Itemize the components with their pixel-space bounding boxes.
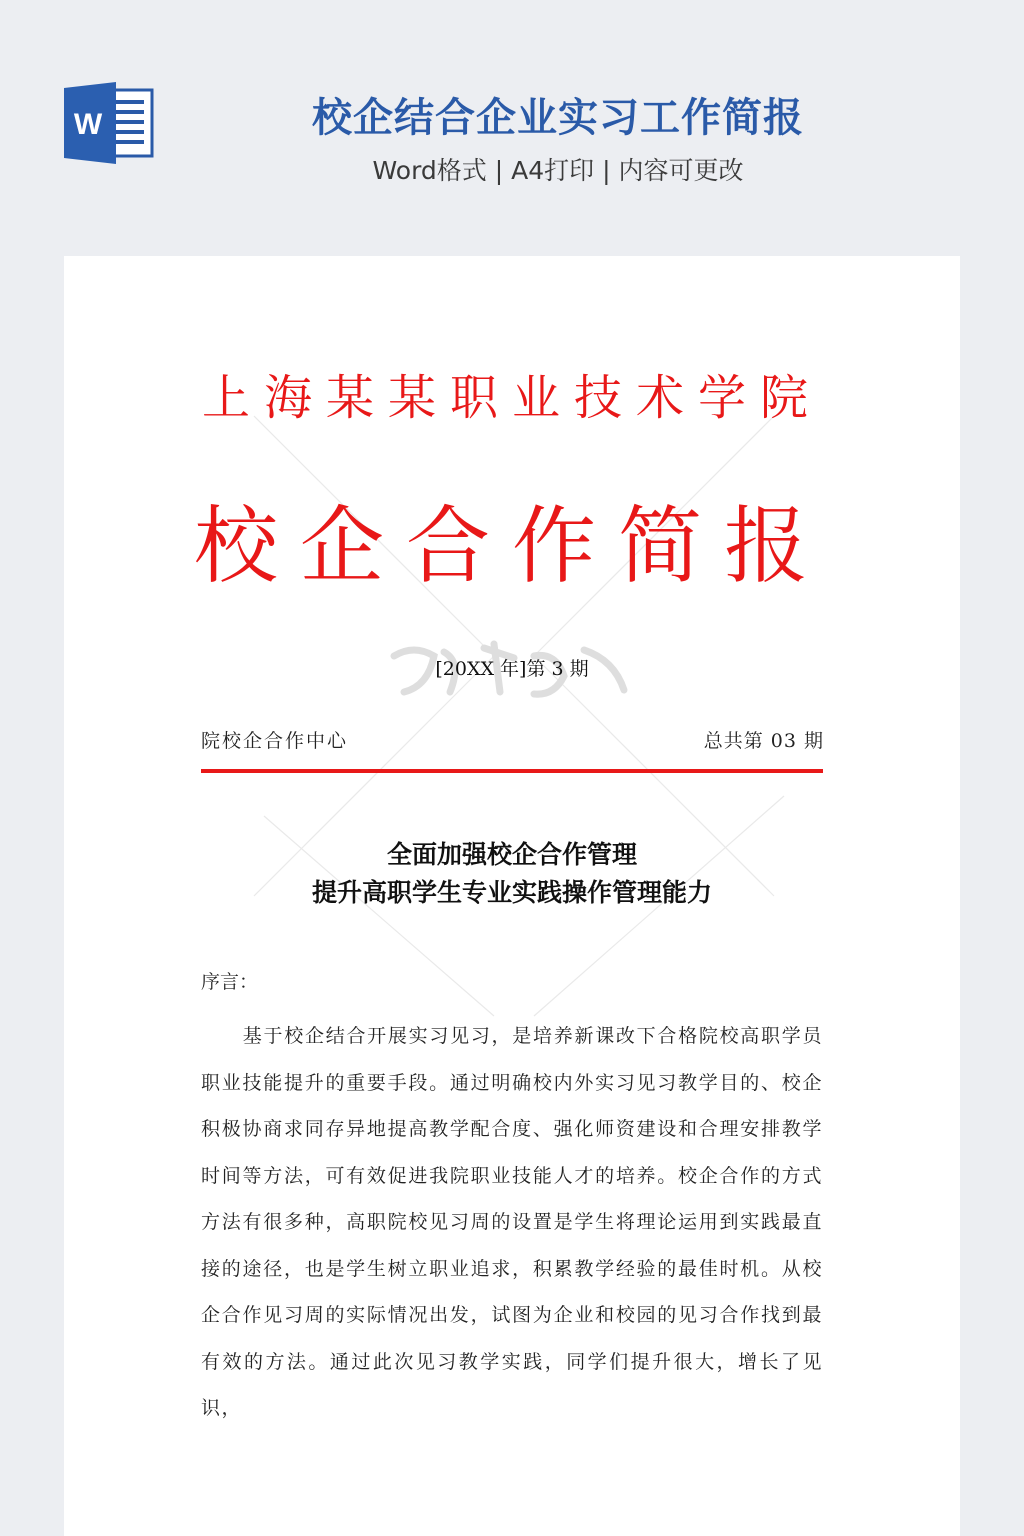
word-icon (64, 82, 156, 164)
body-paragraph: 基于校企结合开展实习见习，是培养新课改下合格院校高职学员职业技能提升的重要手段。通过明确校内外实习见习教学目的、校企积极协商求同存异地提高教学配合度、强化师资建设和合理安排教学时间等方法，可有效促进我院职业技能人才的培养。校企合作的方式方法有很多种，高职院校见习周的设置是学生将理论运用到实践最直接的途径，也是学生树立职业追求，积累教学经验的最佳时机。从校企合作见习周的实际情况出发，试图为企业和校园的见习合作找到最有效的方法。通过此次见习教学实践，同学们提升很大，增长了见识， (201, 1025, 823, 1419)
article-title-line-1: 全面加强校企合作管理 (386, 840, 637, 869)
organization-name: 院校企合作中心 (201, 730, 349, 752)
total-issue: 总共第 03 期 (703, 730, 824, 752)
school-name: 上海某某职业技术学院 (201, 370, 822, 426)
page-title: 校企结合企业实习工作简报 (312, 95, 804, 141)
document-page (64, 256, 960, 1536)
red-divider (201, 769, 823, 773)
preface-label: 序言： (201, 971, 259, 993)
word-icon-letter: W (73, 108, 103, 141)
page-subtitle: Word格式 | A4打印 | 内容可更改 (372, 156, 744, 185)
page-header (0, 0, 1024, 240)
article-title (64, 836, 960, 912)
bulletin-name: 校企合作简报 (193, 497, 830, 595)
issue-line: [20XX 年]第 3 期 (435, 658, 589, 680)
article-title-line-2: 提升高职学生专业实践操作管理能力 (311, 878, 712, 907)
